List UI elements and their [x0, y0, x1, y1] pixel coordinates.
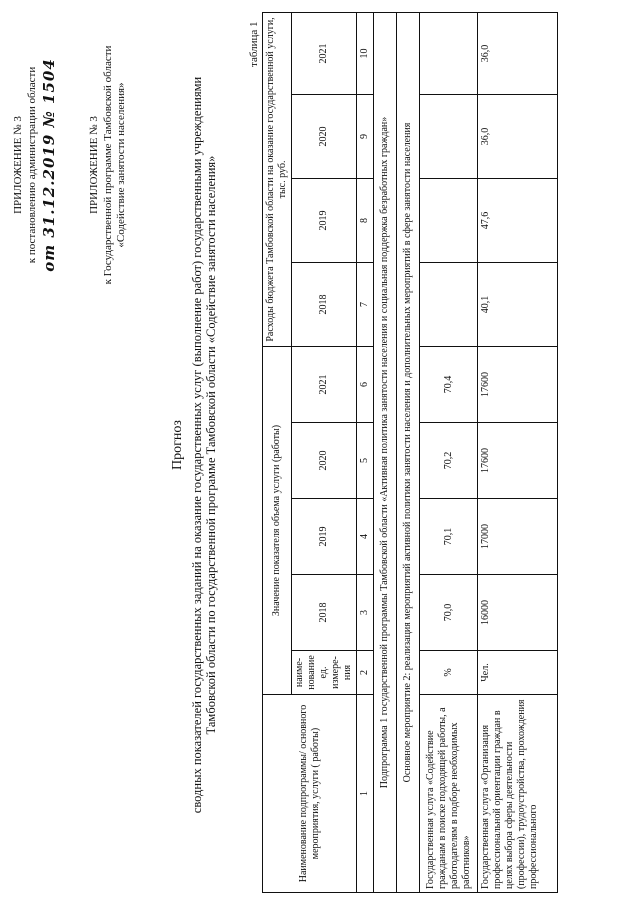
value-cell: 70,1	[420, 499, 478, 575]
value-cell: 70,4	[420, 346, 478, 422]
table-number: таблица 1	[248, 21, 260, 67]
column-number: 1	[357, 695, 374, 893]
value-cell: 70,0	[420, 575, 478, 651]
header-year: 2020	[292, 423, 357, 499]
header-name: Наименование подпрограммы/ основного мероприятия, услуги ( работы)	[263, 695, 357, 893]
expense-cell	[420, 94, 478, 178]
header-year: 2019	[292, 178, 357, 262]
header-year: 2021	[292, 12, 357, 94]
program-appendix-title: ПРИЛОЖЕНИЕ № 3	[88, 116, 100, 214]
table-row	[420, 12, 478, 892]
unit-cell: %	[420, 651, 478, 695]
expense-cell: 36,0	[478, 94, 558, 178]
table-header-row	[263, 12, 292, 892]
program-appendix-line2: «Содействие занятости населения»	[115, 82, 127, 248]
subprogram-row	[374, 12, 397, 892]
value-cell: 16000	[478, 575, 558, 651]
forecast-table	[262, 12, 558, 893]
decree-appendix-title: ПРИЛОЖЕНИЕ № 3	[12, 116, 24, 214]
header-year: 2020	[292, 94, 357, 178]
main-activity-row	[397, 12, 420, 892]
service-name: Государственная услуга «Организация профессиональной ориентации граждан в целях выбора сферы деятельности (профессии), трудоустройства, прохождения профессионального	[478, 695, 558, 893]
subprogram-title: Подпрограмма 1 государственной программы Тамбовской области «Активная политика занятости населения и социальная поддержка безработных граждан»	[374, 12, 397, 892]
decree-appendix-line: к постановлению администрации области	[26, 66, 38, 264]
handwritten-date-signature: от 31.12.2019 № 1504	[40, 58, 58, 272]
table-row	[478, 12, 558, 892]
expense-cell: 40,1	[478, 262, 558, 346]
expense-cell	[420, 262, 478, 346]
column-number-row	[357, 12, 374, 892]
value-cell: 70,2	[420, 423, 478, 499]
column-number: 8	[357, 178, 374, 262]
service-name: Государственная услуга «Содействие гражданам в поиске подходящей работы, а работодателям в подборе необходимых работников»	[420, 695, 478, 893]
header-year: 2018	[292, 262, 357, 346]
column-number: 9	[357, 94, 374, 178]
expense-cell	[420, 12, 478, 94]
expense-cell	[420, 178, 478, 262]
header-value: Значение показателя объема услуги (работы)	[263, 346, 292, 694]
column-number: 4	[357, 499, 374, 575]
header-expense: Расходы бюджета Тамбовской области на оказание государственной услуги, тыс. руб.	[263, 12, 292, 346]
column-number: 2	[357, 651, 374, 695]
header-year: 2021	[292, 346, 357, 422]
column-number: 10	[357, 12, 374, 94]
header-year: 2018	[292, 575, 357, 651]
column-number: 7	[357, 262, 374, 346]
value-cell: 17000	[478, 499, 558, 575]
header-unit: наиме-нование ед. измере-ния	[292, 651, 357, 695]
document-title: Прогноз	[170, 420, 185, 470]
column-number: 6	[357, 346, 374, 422]
column-number: 3	[357, 575, 374, 651]
program-appendix-line1: к Государственной программе Тамбовской области	[102, 45, 114, 285]
expense-cell: 36,0	[478, 12, 558, 94]
header-year: 2019	[292, 499, 357, 575]
column-number: 5	[357, 423, 374, 499]
value-cell: 17600	[478, 346, 558, 422]
value-cell: 17600	[478, 423, 558, 499]
document-subtitle: сводных показателей государственных заданий на оказание государственных услуг (выполнение работ) государственными учреждениями Тамбовской области по государственной программе Тамбовской области «Содействие занятости населения»	[190, 76, 218, 814]
expense-cell: 47,6	[478, 178, 558, 262]
unit-cell: Чел.	[478, 651, 558, 695]
main-activity-title: Основное мероприятие 2: реализация мероприятий активной политики занятости населения и дополнительных мероприятий в сфере занятости населения	[397, 12, 420, 892]
